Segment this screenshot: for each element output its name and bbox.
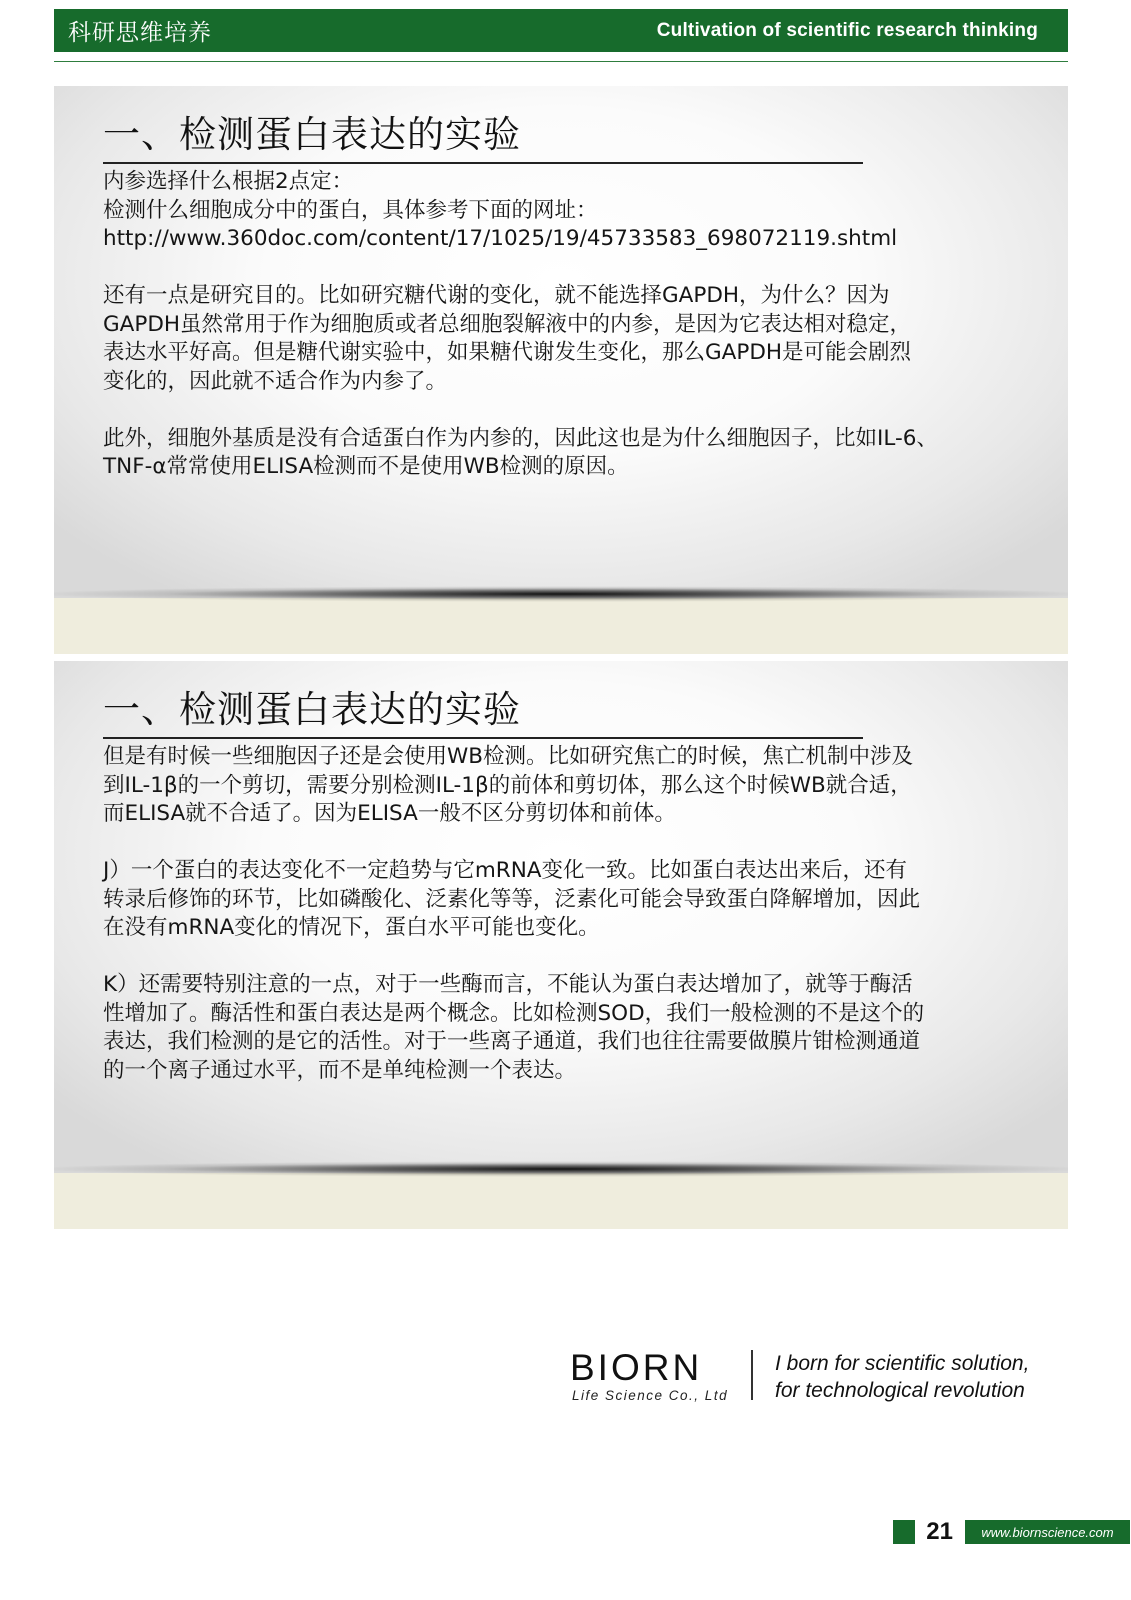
slogan-line-2: for technological revolution [775, 1379, 1025, 1402]
slogan-line-1: I born for scientific solution, [775, 1352, 1030, 1375]
text-line: 但是有时候一些细胞因子还是会使用WB检测。比如研究焦亡的时候，焦亡机制中涉及 [103, 744, 914, 769]
slide-title: 一、检测蛋白表达的实验 [103, 679, 863, 739]
header-title-cn: 科研思维培养 [68, 20, 212, 46]
text-line: GAPDH虽然常用于作为细胞质或者总细胞裂解液中的内参，是因为它表达相对稳定， [103, 311, 912, 337]
text-line: 到IL-1β的一个剪切，需要分别检测IL-1β的前体和剪切体，那么这个时候WB就合适， [103, 772, 912, 798]
slide-shadow-divider [54, 1161, 1068, 1177]
slide-title: 一、检测蛋白表达的实验 [103, 104, 863, 164]
paragraph [103, 743, 1023, 829]
page-number: 21 [926, 1518, 953, 1545]
slide-2 [54, 661, 1068, 1229]
website-link[interactable]: www.biornscience.com [965, 1520, 1130, 1544]
header-title-en: Cultivation of scientific research thinking [656, 19, 1038, 41]
paragraph [103, 971, 1023, 1085]
text-line: 转录后修饰的环节，比如磷酸化、泛素化等等，泛素化可能会导致蛋白降解增加，因此 [103, 886, 921, 912]
text-line: 表达，我们检测的是它的活性。对于一些离子通道，我们也往往需要做膜片钳检测通道 [103, 1029, 921, 1054]
text-line: 性增加了。酶活性和蛋白表达是两个概念。比如检测SOD，我们一般检测的不是这个的 [103, 1000, 925, 1026]
page-header [54, 9, 1068, 52]
text-line: 的一个离子通过水平，而不是单纯检测一个表达。 [103, 1057, 577, 1083]
slide-body [103, 743, 1023, 1085]
text-line: 而ELISA就不合适了。因为ELISA一般不区分剪切体和前体。 [103, 801, 676, 826]
text-line: 表达水平好高。但是糖代谢实验中，如果糖代谢发生变化，那么GAPDH是可能会剧烈 [103, 340, 912, 365]
text-line: TNF-α常常使用ELISA检测而不是使用WB检测的原因。 [103, 454, 629, 479]
page-footer [893, 1520, 1130, 1544]
paragraph [103, 425, 1023, 482]
biorn-logo [570, 1347, 740, 1403]
url-text: http://www.360doc.com/content/17/1025/19/45733583_698072119.shtml [103, 226, 898, 251]
text-line: 内参选择什么根据2点定： [103, 169, 354, 194]
brand-subtitle: Life Science Co., Ltd [572, 1388, 729, 1403]
text-line: 变化的，因此就不适合作为内参了。 [103, 368, 448, 394]
slide-body [103, 168, 1023, 482]
text-line: 在没有mRNA变化的情况下，蛋白水平可能也变化。 [103, 915, 600, 940]
brand-slogan [775, 1350, 1029, 1404]
text-line: K）还需要特别注意的一点，对于一些酶而言，不能认为蛋白表达增加了，就等于酶活 [103, 972, 913, 997]
slide-1 [54, 86, 1068, 654]
text-line: 此外，细胞外基质是没有合适蛋白作为内参的，因此这也是为什么细胞因子，比如IL-6、 [103, 425, 938, 451]
text-line: 检测什么细胞成分中的蛋白，具体参考下面的网址： [103, 197, 598, 223]
page-number-box [893, 1520, 959, 1544]
brand-name: BIORN [570, 1347, 703, 1388]
paragraph [103, 857, 1023, 943]
text-line: 还有一点是研究目的。比如研究糖代谢的变化，就不能选择GAPDH，为什么？因为 [103, 283, 890, 308]
page-number-tab [893, 1520, 915, 1544]
paragraph [103, 168, 1023, 254]
slide-shadow-divider [54, 586, 1068, 602]
logo-divider [751, 1350, 753, 1400]
text-line: J）一个蛋白的表达变化不一定趋势与它mRNA变化一致。比如蛋白表达出来后，还有 [103, 858, 908, 883]
paragraph [103, 282, 1023, 396]
header-divider [54, 61, 1068, 62]
